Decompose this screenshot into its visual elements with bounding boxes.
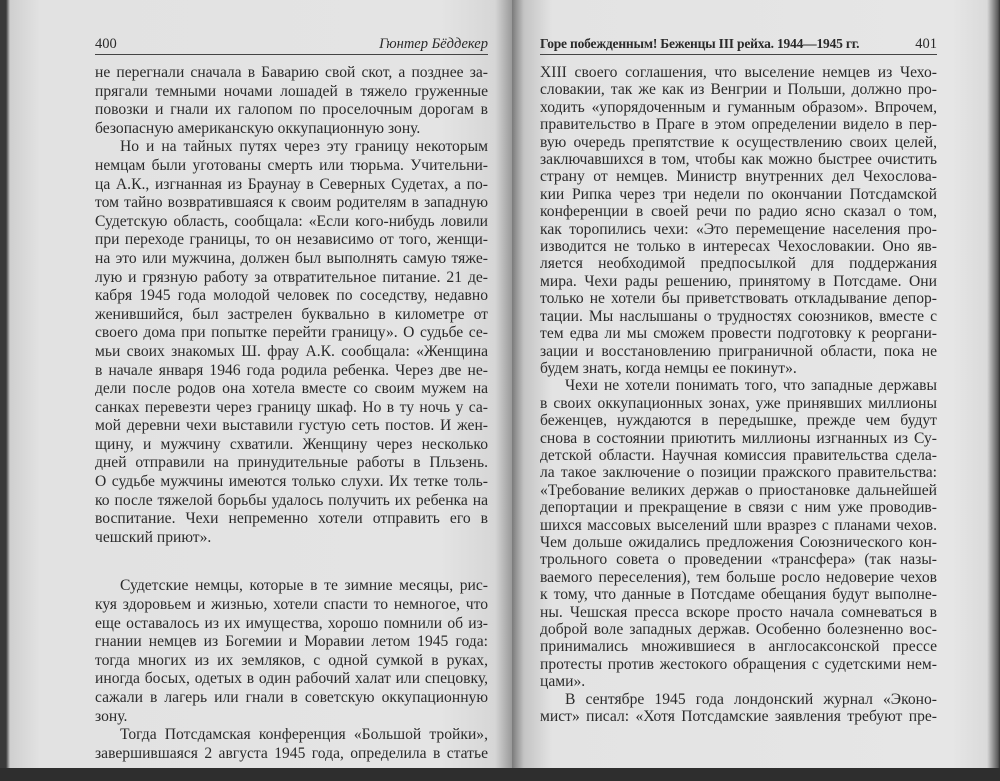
text-line: повозки и гнали их галопом по проселочным дорогам в: [95, 101, 488, 119]
text-line: не перегнали сначала в Баварию свой скот, а позднее за-: [95, 64, 488, 81]
paragraph: [95, 64, 488, 138]
text-line: страну от немцев. Министр внутренних дел Чехослова-: [540, 168, 937, 186]
text-line: дели после родов она хотела вместе со своим мужем на: [95, 380, 488, 398]
text-line: воспитание. Чехи непременно хотели отправить его в: [95, 510, 488, 528]
text-line: словакии, так же как из Венгрии и Польши, должно про-: [540, 81, 937, 99]
text-line: О судьбе мужчины имеются только слухи. Их тетке толь-: [95, 473, 488, 491]
text-line: иногда босых, одетых в один рабочий халат или спецовку,: [95, 670, 488, 688]
text-line: кии Рипка через три недели по окончании Потсдамской: [540, 185, 937, 203]
text-line: ходить «упорядоченным и гуманным образом». Впрочем,: [540, 98, 937, 116]
text-line: Судетские немцы, которые в те зимние месяцы, рис-: [120, 577, 488, 595]
text-line: мьи своих знакомых Ш. фрау А.К. сообщала: «Женщина: [95, 342, 488, 360]
text-line: куя здоровьем и жизнью, хотели спасти то немногое, что: [95, 596, 488, 614]
text-line: в своих оккупационных зонах, уже принявших миллионы: [540, 394, 937, 412]
text-line: том тайно возвратившаяся к своим родителям в западную: [95, 194, 488, 212]
paragraph: [95, 726, 488, 763]
page-number: 401: [915, 36, 937, 52]
text-line: прягали темными ночами лошадей в тяжело груженные: [95, 82, 488, 100]
text-line: при переходе границы, то он независимо от того, женщи-: [95, 231, 488, 249]
right-page: [512, 0, 1000, 770]
paragraph: [540, 691, 937, 726]
text-line: «Требование великих держав о приостановке дальнейшей: [540, 481, 937, 499]
text-line: завершившаяся 2 августа 1945 года, определила в статье: [95, 744, 488, 762]
text-line: сажали в лагерь или гнали в советскую оккупационную: [95, 689, 488, 706]
text-line: тем едва ли мы сможем провести подготовку к реоргани-: [540, 325, 937, 343]
text-line: ла такое заключение о позиции пражского правительства:: [540, 464, 937, 482]
text-line: будем знать, когда немцы ее покинут».: [540, 359, 797, 377]
text-line: безопасную американскую оккупационную зону.: [95, 119, 421, 137]
left-page-header: [95, 34, 488, 55]
text-line: зации и восстановлению приграничной области, пока не: [540, 342, 937, 360]
text-line: Чехи не хотели понимать того, что западные державы: [565, 377, 937, 395]
text-line: дней отправили на принудительные работы в Пльзень.: [95, 454, 488, 472]
text-line: ко после тяжелой борьбы удалось получить их ребенка на: [95, 491, 488, 509]
text-line: цами».: [540, 673, 586, 691]
paragraph: [95, 577, 488, 726]
text-line: тации. Мы наслышаны о трудностях союзников, вместе с: [540, 307, 937, 325]
text-line: ваемого переселения), тем больше росло недоверие чехов: [540, 568, 937, 586]
text-line: принимались множившиеся в англосаксонской прессе: [540, 638, 937, 656]
paragraph: [540, 64, 937, 377]
text-line: Чем дольше ожидались предложения Союзнического кон-: [540, 533, 937, 551]
right-page-body: [540, 64, 937, 725]
text-line: тогда многих из их земляков, с одной сумкой в руках,: [95, 651, 488, 669]
text-line: кабря 1945 года молодой человек по соседству, недавно: [95, 287, 488, 305]
text-line: трольного совета о проведении «трансфера» (так назы-: [540, 551, 937, 569]
text-line: доброй воле западных держав. Особенно болезненно вос-: [540, 621, 937, 638]
text-line: мист» писал: «Хотя Потсдамские заявления требуют пре-: [540, 708, 937, 726]
text-line: детской области. Научная комиссия правительства сдела-: [540, 446, 937, 464]
text-line: В сентябре 1945 года лондонский журнал «Эконо-: [565, 690, 937, 708]
text-line: Но и на тайных путях через эту границу некоторым: [120, 138, 488, 156]
text-line: мой деревни чехи выставили густую сеть постов. И жен-: [95, 417, 488, 435]
page-number: 400: [95, 36, 117, 52]
book-bottom-edge: [0, 768, 1000, 781]
text-line: снова в состоянии приютить миллионы изгнанных из Су-: [540, 429, 937, 447]
text-line: мира. Чехи рады решению, принятому в Потсдаме. Они: [540, 272, 937, 290]
text-line: женившийся, был застрелен буквально в километре от: [95, 305, 488, 323]
text-line: конференции в своей речи по радио ясно сказал о том,: [540, 203, 937, 221]
running-head: Горе побежденным! Беженцы III рейха. 1944—1945 гг.: [540, 36, 860, 51]
text-line: протесты против жестокого обращения с судетскими нем-: [540, 655, 937, 673]
text-line: вую очередь препятствие к осуществлению своих целей,: [540, 133, 937, 151]
text-line: ны. Чешская пресса вскоре просто начала сомневаться в: [540, 603, 937, 621]
left-page-body: [95, 64, 488, 763]
text-line: щину, и мужчину схватили. Женщину через несколько: [95, 435, 488, 453]
paragraph: [540, 377, 937, 690]
text-line: Тогда Потсдамская конференция «Большой тройки»,: [120, 726, 488, 744]
text-line: заключавшихся в том, чтобы как можно быстрее очистить: [540, 151, 937, 169]
text-line: шихся массовых выселений шли вразрез с планами чехов.: [540, 516, 937, 534]
text-line: Судетскую область, сообщала: «Если кого-нибудь ловили: [95, 212, 488, 230]
right-page-header: [540, 34, 937, 55]
text-line: чешский приют».: [95, 528, 212, 546]
section-gap: [95, 547, 488, 577]
text-line: зону.: [95, 707, 128, 725]
text-line: депортации и прекращение в связи с ним уже проводив-: [540, 499, 937, 517]
running-head: Гюнтер Бёддекер: [379, 36, 488, 52]
text-line: немцам были уготованы смерть или тюрьма. Учительни-: [95, 156, 488, 174]
text-line: только не хотели бы приветствовать откладывание депор-: [540, 290, 937, 308]
text-line: изводится не только в интересах Чехословакии. Оно яв-: [540, 238, 937, 256]
text-line: в начале января 1946 года родила ребенка. Через две не-: [95, 361, 488, 379]
text-line: к тому, что данные в Потсдаме обещания будут выполне-: [540, 586, 937, 604]
text-line: ца А.К., изгнанная из Браунау в Северных Судетах, а по-: [95, 175, 488, 193]
text-line: своего дома при попытке перейти границу». О судьбе се-: [95, 324, 488, 342]
text-line: правительство в Праге в этом определении видело в пер-: [540, 116, 937, 134]
paragraph: [95, 138, 488, 547]
text-line: беженцев, нуждаются в передышке, прежде чем будут: [540, 412, 937, 430]
text-line: гнании немцев из Богемии и Моравии летом 1945 года:: [95, 633, 488, 651]
text-line: как торопились чехи: «Это перемещение населения про-: [540, 220, 937, 238]
text-line: XIII своего соглашения, что выселение немцев из Чехо-: [540, 64, 937, 81]
text-line: ляется необходимой предпосылкой для поддержания: [540, 255, 937, 273]
text-line: на это или мужчина, должен был выполнять самую тяже-: [95, 249, 488, 267]
text-line: лую и грязную работу за отвратительное питание. 21 де-: [95, 268, 488, 286]
text-line: еще оставалось из их имущества, хорошо помнили об из-: [95, 614, 488, 632]
text-line: санках перевезти через границу шкаф. Но в ту ночь у са-: [95, 398, 488, 416]
